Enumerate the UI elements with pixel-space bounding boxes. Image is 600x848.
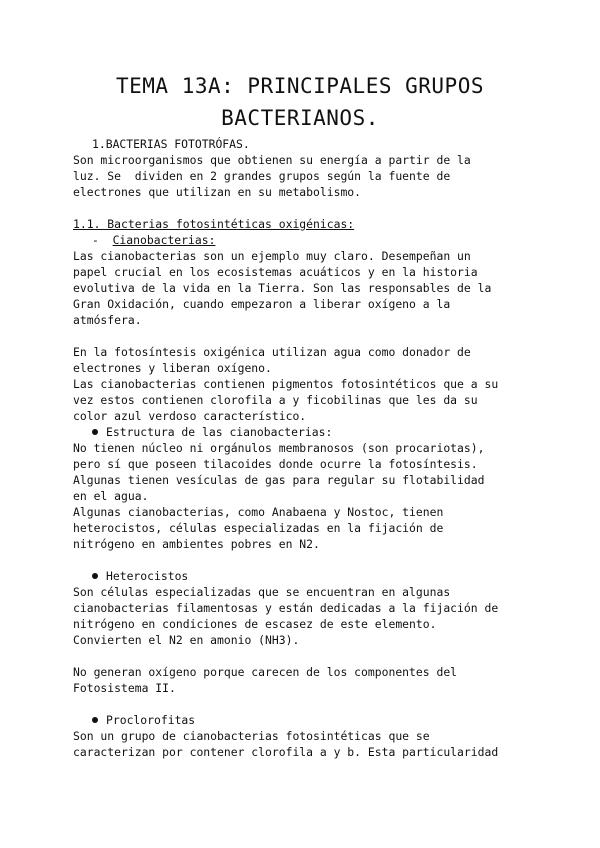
dash-marker: - (92, 233, 99, 247)
text-line: heterocistos, células especializadas en la fijación de (73, 521, 444, 535)
text-line: papel crucial en los ecosistemas acuáticos y en la historia (73, 265, 478, 279)
text-line: Son microorganismos que obtienen su energía a partir de la (73, 153, 471, 167)
text-line: electrones que utilizan en su metabolismo. (73, 185, 362, 199)
subsection-heading: 1.1. Bacterias fotosintéticas oxigénicas: (73, 217, 355, 231)
text-line: Las cianobacterias son un ejemplo muy claro. Desempeñan un (73, 249, 471, 263)
bullet-label: Proclorofitas (106, 713, 196, 727)
text-line: electrones y liberan oxígeno. (73, 361, 272, 375)
text-line: atmósfera. (73, 313, 142, 327)
text-line: Gran Oxidación, cuando empezaron a liberar oxígeno a la (73, 297, 451, 311)
text-line: nitrógeno en condiciones de escasez de este elemento. (73, 617, 437, 631)
dash-item (92, 232, 215, 248)
section-heading: 1.BACTERIAS FOTOTRÓFAS. (92, 137, 250, 151)
text-line: Las cianobacterias contienen pigmentos fotosintéticos que a su (73, 377, 499, 391)
text-line: Fotosistema II. (73, 681, 176, 695)
text-line: en el agua. (73, 489, 149, 503)
text-line: cianobacterias filamentosas y están dedicadas a la fijación de (73, 601, 499, 615)
bullet-item (92, 568, 188, 584)
text-line: Son un grupo de cianobacterias fotosintéticas que se (73, 729, 430, 743)
text-line: luz. Se dividen en 2 grandes grupos según la fuente de (73, 169, 451, 183)
text-line: Convierten el N2 en amonio (NH3). (73, 633, 300, 647)
text-line: Algunas cianobacterias, como Anabaena y Nostoc, tienen (73, 505, 444, 519)
item-heading: Cianobacterias: (112, 233, 216, 247)
text-line: caracterizan por contener clorofila a y b. Esta particularidad (73, 745, 499, 759)
text-line: evolutiva de la vida en la Tierra. Son las responsables de la (73, 281, 492, 295)
bullet-icon (92, 429, 98, 435)
text-line: color azul verdoso característico. (73, 409, 307, 423)
title-line-2: BACTERIANOS. (221, 106, 379, 130)
bullet-item (92, 712, 195, 728)
bullet-label: Heterocistos (106, 569, 189, 583)
page-title (60, 70, 540, 134)
text-line: vez estos contienen clorofila a y ficobilinas que les da su (73, 393, 478, 407)
text-line: En la fotosíntesis oxigénica utilizan agua como donador de (73, 345, 471, 359)
text-line: No generan oxígeno porque carecen de los componentes del (73, 665, 458, 679)
bullet-icon (92, 717, 98, 723)
text-line: nitrógeno en ambientes pobres en N2. (73, 537, 320, 551)
bullet-item (92, 424, 332, 440)
text-line: No tienen núcleo ni orgánulos membranosos (son procariotas), (73, 441, 485, 455)
text-line: pero sí que poseen tilacoides donde ocurre la fotosíntesis. (73, 457, 478, 471)
bullet-label: Estructura de las cianobacterias: (106, 425, 333, 439)
text-line: Son células especializadas que se encuentran en algunas (73, 585, 451, 599)
text-line: Algunas tienen vesículas de gas para regular su flotabilidad (73, 473, 485, 487)
bullet-icon (92, 573, 98, 579)
title-line-1: TEMA 13A: PRINCIPALES GRUPOS (115, 74, 484, 98)
